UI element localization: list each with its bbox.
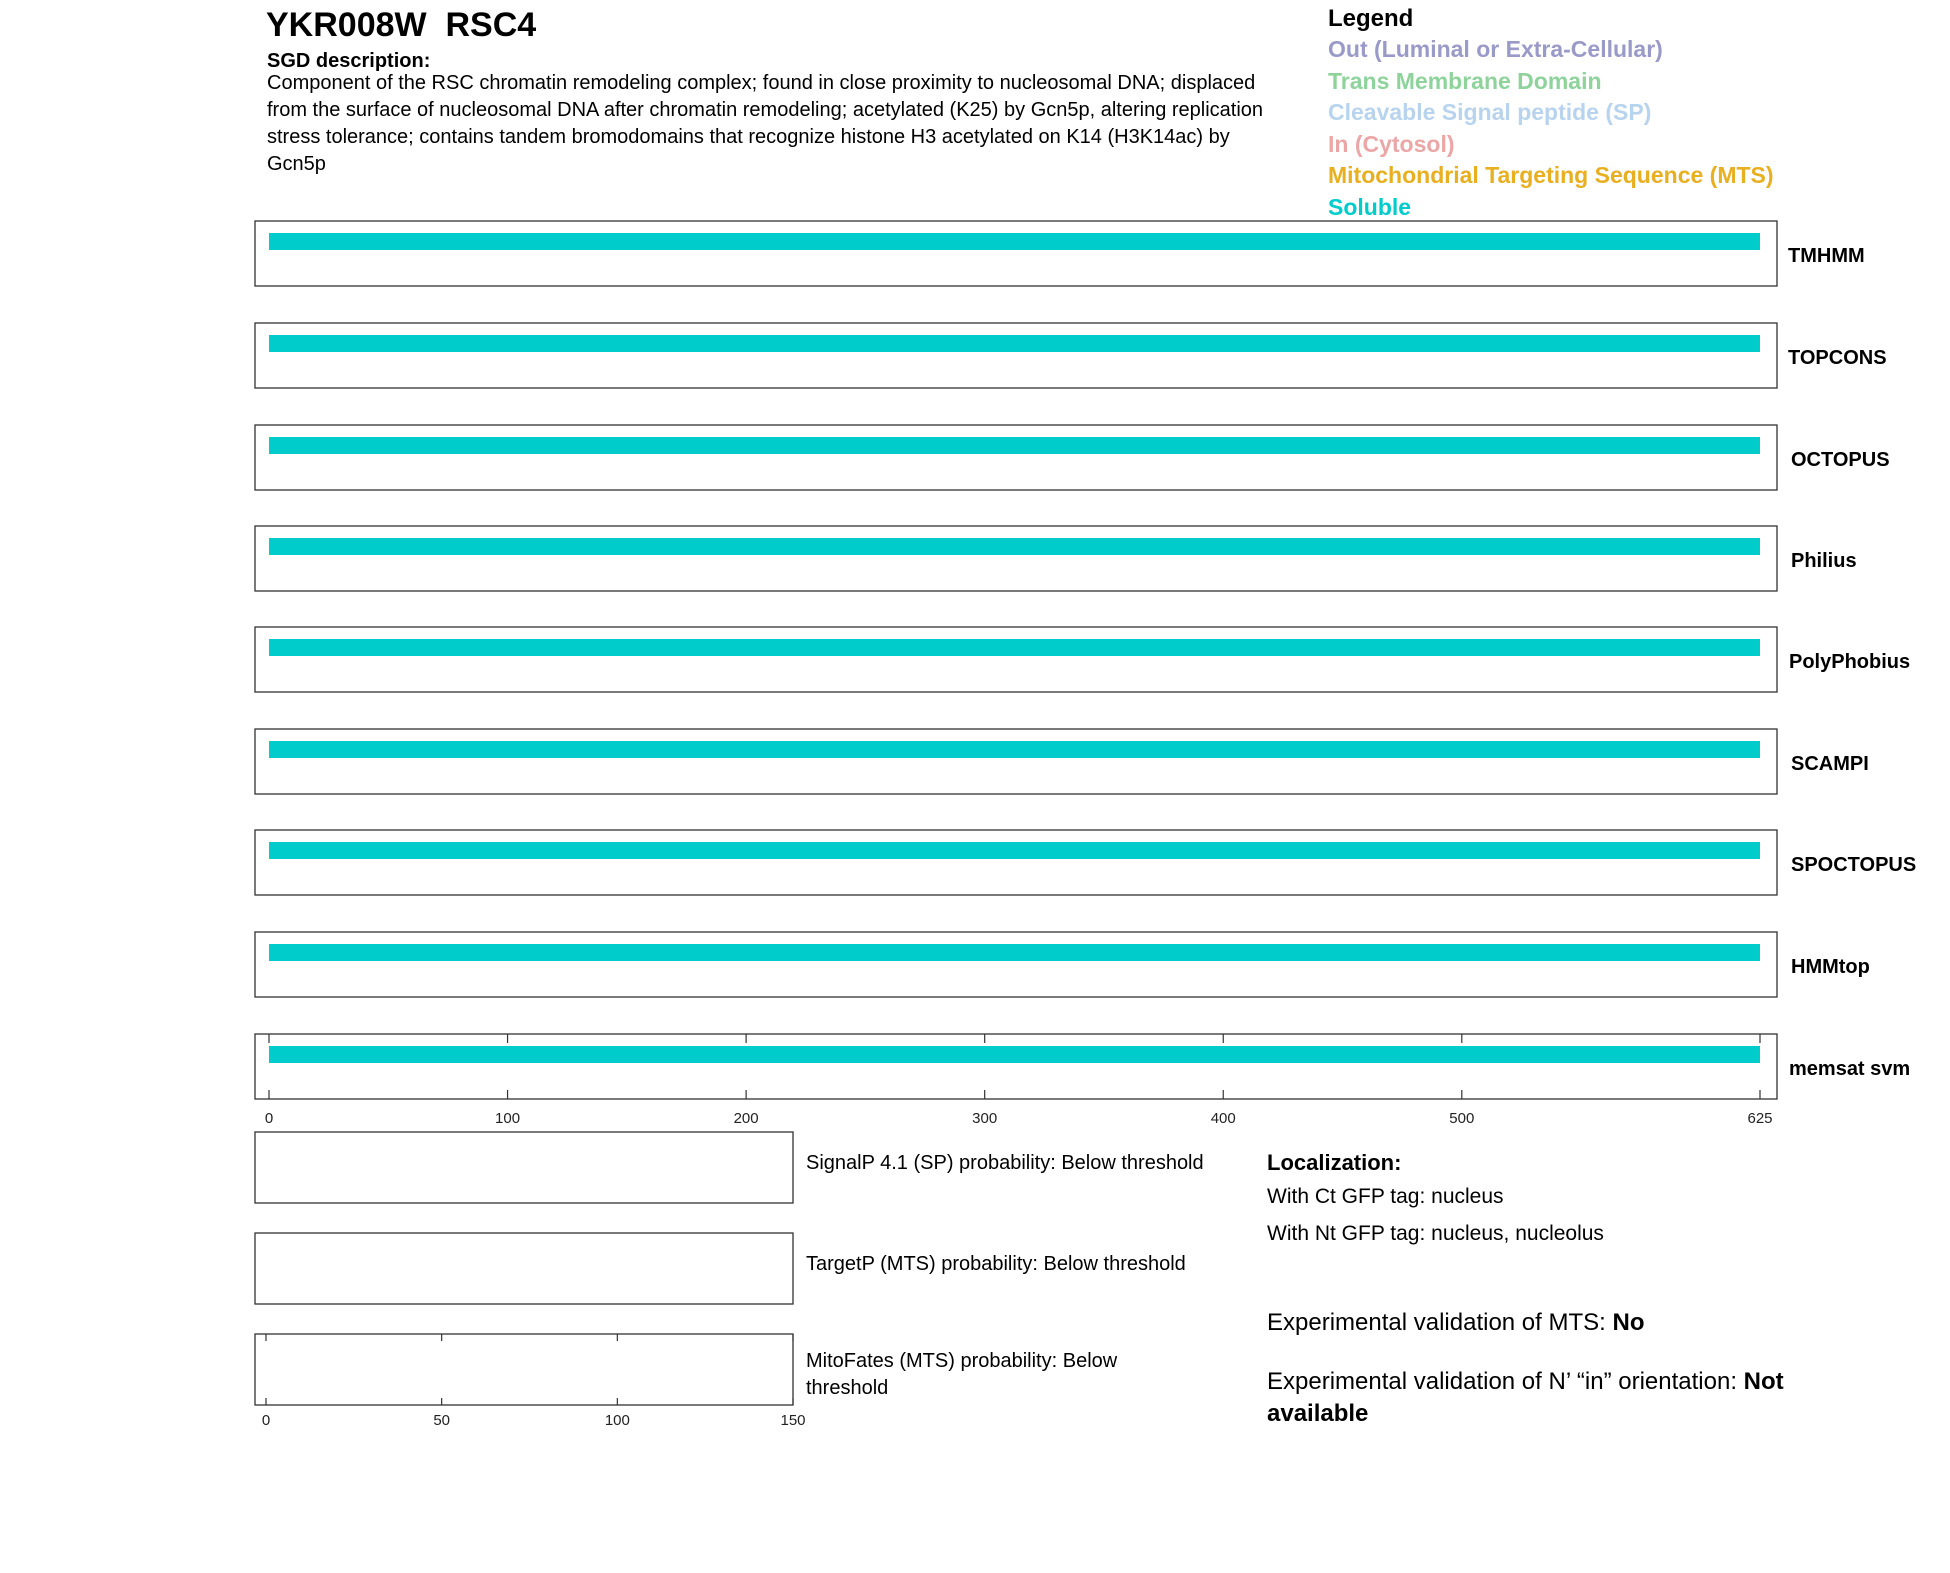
localization-ct-gfp: With Ct GFP tag: nucleus <box>1267 1185 1504 1208</box>
track-box <box>255 1034 1777 1099</box>
track-label: PolyPhobius <box>1789 651 1911 673</box>
mts-validation-value: No <box>1612 1309 1645 1336</box>
legend-item-out: Out (Luminal or Extra-Cellular) <box>1328 36 1663 62</box>
axis-tick-label: 625 <box>1747 1110 1773 1127</box>
track-box <box>255 221 1777 286</box>
axis-tick-label: 400 <box>1210 1110 1236 1127</box>
prob-axis-tick-label: 150 <box>780 1412 806 1429</box>
prob-axis-tick-label: 0 <box>261 1412 271 1429</box>
probability-label <box>806 1150 1246 1220</box>
axis-tick-label: 200 <box>733 1110 759 1127</box>
segment-bar <box>269 335 1760 352</box>
probability-box <box>255 1132 793 1203</box>
localization-section <box>1267 1148 1887 1252</box>
probability-label <box>806 1348 1246 1418</box>
track-box <box>255 932 1777 997</box>
localization-title: Localization: <box>1267 1150 1402 1175</box>
track-label: TOPCONS <box>1788 347 1887 369</box>
track-box <box>255 323 1777 388</box>
track-box <box>255 526 1777 591</box>
prob-axis-tick-label: 50 <box>433 1412 451 1429</box>
track-box <box>255 425 1777 490</box>
axis-tick-label: 300 <box>972 1110 998 1127</box>
axis-tick-label: 0 <box>264 1110 274 1127</box>
axis-tick-label: 500 <box>1449 1110 1475 1127</box>
localization-nt-gfp: With Nt GFP tag: nucleus, nucleolus <box>1267 1222 1604 1245</box>
description-text: Component of the RSC chromatin remodeling complex; found in close proximity to nucleosomal DNA; displaced from the surface of nucleosomal DNA after chromatin remodeling; acetylated (K25) by Gcn5p, altering replication stress tolerance; contains tandem bromodomains that recognize histone H3 acetylated on K14 (H3K14ac) by Gcn5p <box>267 72 1264 175</box>
legend-item-mts: Mitochondrial Targeting Sequence (MTS) <box>1328 162 1774 188</box>
segment-bar <box>269 842 1760 859</box>
mts-validation-label: Experimental validation of MTS: <box>1267 1309 1613 1336</box>
orientation-validation <box>1267 1366 1887 1430</box>
segment-bar <box>269 1046 1760 1063</box>
track-label: SPOCTOPUS <box>1791 854 1917 876</box>
axis-tick-label: 100 <box>495 1110 521 1127</box>
legend-title: Legend <box>1328 5 1414 32</box>
track-label: memsat svm <box>1789 1058 1911 1080</box>
legend-item-sp: Cleavable Signal peptide (SP) <box>1328 99 1652 125</box>
track-box <box>255 627 1777 692</box>
track-box <box>255 729 1777 794</box>
probability-box <box>255 1233 793 1304</box>
segment-bar <box>269 639 1760 656</box>
segment-bar <box>269 741 1760 758</box>
probability-box <box>255 1334 793 1405</box>
track-label: TMHMM <box>1788 245 1865 267</box>
orientation-validation-value: Not available <box>1267 1368 1784 1427</box>
description-label: SGD description: <box>267 50 431 72</box>
orientation-validation-label: Experimental validation of N’ “in” orientation: <box>1267 1368 1744 1395</box>
legend-item-in: In (Cytosol) <box>1328 130 1455 157</box>
probability-label-text: SignalP 4.1 (SP) probability: Below threshold <box>806 1152 1204 1174</box>
track-label: OCTOPUS <box>1791 449 1890 471</box>
segment-bar <box>269 437 1760 454</box>
probability-label <box>806 1251 1246 1321</box>
page-title: YKR008W RSC4 <box>266 6 537 44</box>
track-label: Philius <box>1791 550 1857 572</box>
segment-bar <box>269 538 1760 555</box>
probability-label-text: MitoFates (MTS) probability: Below threshold <box>806 1350 1118 1399</box>
segment-bar <box>269 233 1760 250</box>
legend-item-tm: Trans Membrane Domain <box>1328 67 1602 94</box>
track-label: HMMtop <box>1791 956 1870 978</box>
probability-label-text: TargetP (MTS) probability: Below threshold <box>806 1253 1186 1275</box>
segment-bar <box>269 944 1760 961</box>
prob-axis-tick-label: 100 <box>604 1412 630 1429</box>
mts-validation <box>1267 1307 1887 1339</box>
track-label: SCAMPI <box>1791 753 1869 775</box>
legend-item-soluble: Soluble <box>1328 193 1412 220</box>
track-box <box>255 830 1777 895</box>
